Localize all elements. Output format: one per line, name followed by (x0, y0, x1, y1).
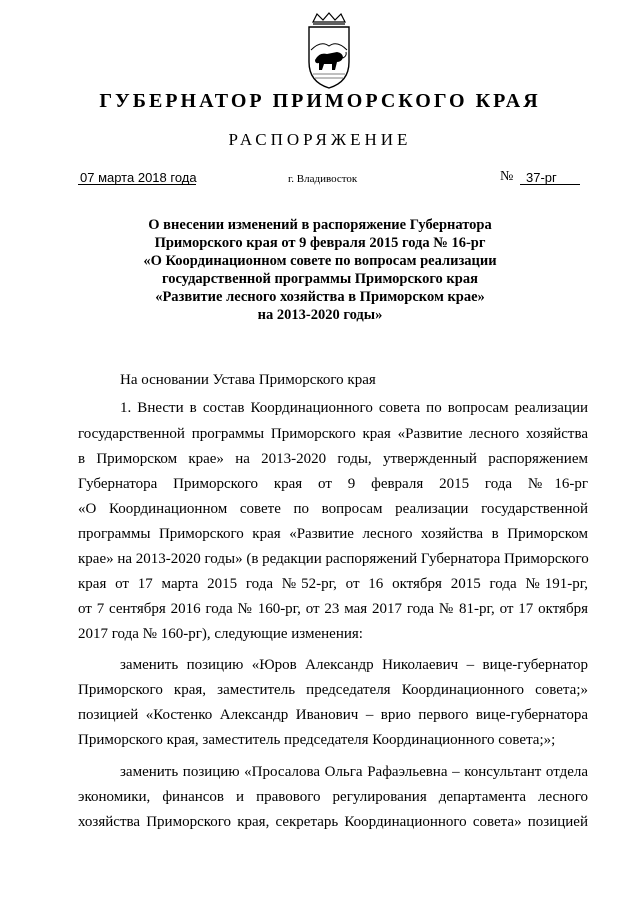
subject-line: «О Координационном совете по вопросам реализации (143, 253, 497, 269)
body-line: государственной программы Приморского края «Развитие лесного хозяйства (78, 426, 588, 442)
body-line: 2017 года № 160-рг), следующие изменения: (78, 626, 363, 642)
body-line: позицией «Костенко Александр Иванович – врио первого вице-губернатора (78, 707, 588, 723)
body-line: края от 17 марта 2015 года №52-рг, от 16 октября 2015 года №191-рг, (78, 576, 588, 592)
body-line: 1. Внести в состав Координационного совета по вопросам реализации (120, 400, 588, 416)
document-date: 07 марта 2018 года (80, 170, 197, 185)
body-line: крае» на 2013-2020 годы» (в редакции распоряжений Губернатора Приморского (78, 551, 589, 567)
subject-line: Приморского края от 9 февраля 2015 года № 16-рг (154, 235, 486, 251)
document-number-label: № (500, 169, 514, 184)
intro-paragraph: На основании Устава Приморского края (120, 372, 376, 388)
subject-line: О внесении изменений в распоряжение Губернатора (148, 217, 492, 233)
body-line: «О Координационном совете по вопросам реализации государственной (78, 501, 588, 517)
body-line: экономики, финансов и правового регулирования департамента лесного (78, 789, 588, 805)
body-line: заменить позицию «Просалова Ольга Рафаэльевна – консультант отдела (120, 764, 588, 780)
number-underline (520, 184, 580, 185)
body-line: от 7 сентября 2016 года № 160-рг, от 23 мая 2017 года № 81-рг, от 17 октября (78, 601, 588, 617)
body-line: Приморского края, заместитель председателя Координационного совета;»; (78, 732, 556, 748)
body-line: Губернатора Приморского края от 9 февраля 2015 года №16-рг (78, 476, 588, 492)
body-line: в Приморском крае» на 2013-2020 годы, утвержденный распоряжением (78, 451, 588, 467)
coat-of-arms-emblem (299, 12, 359, 90)
body-line: хозяйства Приморского края, секретарь Координационного совета» позицией (78, 814, 588, 830)
document-number: 37-рг (526, 170, 557, 185)
document-subject (100, 216, 540, 324)
org-title: ГУБЕРНАТОР ПРИМОРСКОГО КРАЯ (99, 90, 541, 112)
document-type: РАСПОРЯЖЕНИЕ (228, 130, 412, 149)
document-city: г. Владивосток (288, 173, 358, 185)
body-line: программы Приморского края «Развитие лесного хозяйства в Приморском (78, 526, 588, 542)
body-line: Приморского края, заместитель председателя Координационного совета;» (78, 682, 588, 698)
date-underline (78, 184, 196, 185)
subject-line: государственной программы Приморского края (162, 271, 478, 287)
subject-line: «Развитие лесного хозяйства в Приморском крае» (155, 289, 485, 305)
body-line: заменить позицию «Юров Александр Николаевич – вице-губернатор (120, 657, 588, 673)
subject-line: на 2013-2020 годы» (257, 307, 383, 323)
